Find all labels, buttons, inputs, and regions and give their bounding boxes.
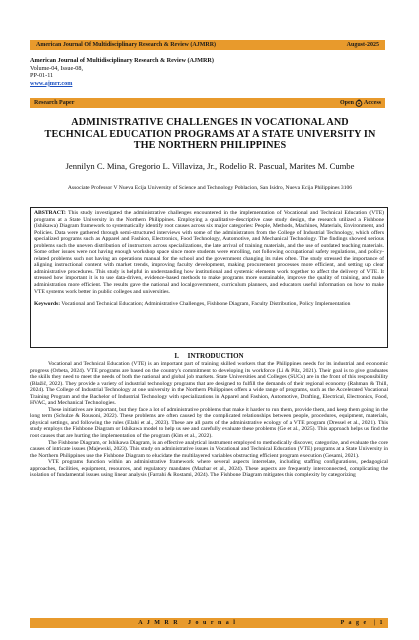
page-footer-bar (30, 618, 388, 628)
introduction-body (30, 361, 388, 619)
footer-journal: A J M R R J o u r n a l (138, 620, 237, 626)
abstract-label: ABSTRACT: (34, 210, 66, 216)
open-access-suffix: Access (364, 100, 381, 106)
keywords-text: Vocational and Technical Education; Administrative Challenges, Fishbone Diagram, Faculty Distribution, Policy Implementation (60, 301, 351, 308)
open-access-badge (340, 99, 381, 107)
meta-volume: Volume-04, Issue-08, (30, 64, 83, 72)
paper-type-bar (30, 98, 385, 108)
journal-meta (30, 57, 214, 87)
meta-journal-name: American Journal of Multidisciplinary Research & Review (AJMRR) (30, 57, 214, 64)
paper-authors: Jennilyn C. Mina, Gregorio L. Villaviza, Jr., Rodelio R. Pascual, Marites M. Cumbe (65, 161, 355, 171)
body-paragraph: VTE programs function within an administrative framework where several aspects interrelate, including staffing configurations, pedagogical approaches, facilities, equipment, resources, and regulatory mandates (Mazhar et al., 2024). These aspects are frequently interconnected, complicating the isolation of fundamental issues using linear analysis (Farrahi & Rostami, 2024). The Fishbone Diagram mitigates this complexity by categorizing (30, 459, 388, 479)
keywords-paragraph (34, 301, 384, 308)
author-affiliation: Associate Professor V Nueva Ecija University of Science and Technology Poblacion, San Isidro, Nueva Ecija Philippines 3106 (67, 185, 353, 191)
journal-header-date: August-2025 (346, 42, 379, 48)
meta-pages: PP-01-11 (30, 72, 54, 80)
keywords-label: Keywords: (34, 301, 61, 308)
body-paragraph: Vocational and Technical Education (VTE) is an important part of training skilled workers that the Philippines needs for its industrial and economic progress (Orbeta, 2024). VTE programs are based on the country's commitment to developing its workforce (Li & Pilz, 2021). Their goal is to give graduates the skills they need to meet the needs of both the national and global job markets. State Universities and Colleges (SUCs) are in the front of this responsibility (Blažič, 2022). They provide a variety of industrial technology programs that are designed to fulfill the demands of their regional economy (Rahman & Thill, 2024). The College of Industrial Technology at one university in the Northern Philippines offers a wide range of programs, such as the Accelerated Vocational Training Program and the Bachelor of Industrial Technology with specializations in Apparel and Fashion, Automotive, Drafting, Electrical, Electronics, Food, HVAC, and Mechanical Technologies. (30, 361, 388, 407)
footer-page-number: P a g e | 1 (340, 620, 384, 626)
abstract-box (30, 207, 388, 348)
open-access-prefix: Open (339, 100, 354, 106)
journal-header-name: American Journal Of Multidisciplinary Research & Review (AJMRR) (36, 42, 217, 48)
journal-header-bar (30, 40, 385, 50)
section-heading-introduction: I. INTRODUCTION (174, 352, 244, 360)
abstract-paragraph (34, 210, 384, 295)
body-paragraph: The Fishbone Diagram, or Ishikawa Diagram, is an effective analytical instrument employed to methodically discover, categorize, and evaluate the core causes of intricate issues (Majewski, 2023). This study on administrative issues in Vocational and Technical Education (VTE) programs at a State University in the Northern Philippines use the Fishbone Diagram to elucidate the multilayered variables obstructing efficient program execution (Gesami, 2021). (30, 439, 388, 459)
open-access-lock-icon (355, 99, 363, 107)
paper-type-label: Research Paper (34, 100, 75, 106)
body-paragraph: These initiatives are important, but they face a lot of administrative problems that make it harder to run them, provide them, and keep them going in the long term (Schulze & Rousoni, 2022). These problems are often caused by the complicated relationships between people, procedures, equipment, materials, physical settings, and following the rules (Elahi et al., 2023). These are all parts of the administrative ecology of a VTE program (Dressel et al., 2021). This study employs the Fishbone Diagram or Ishikawa model to help us see and carefully evaluate these problems (Ge et al., 2025). This approach helps us find the root causes that are hurting the implementation of the program (Kim et al., 2022). (30, 406, 388, 440)
paper-title: ADMINISTRATIVE CHALLENGES IN VOCATIONAL AND TECHNICAL EDUCATION PROGRAMS AT A STATE UNIVERSITY IN THE NORTHERN PHILIPPINES (44, 117, 376, 152)
journal-url-link[interactable]: www.ajmrr.com (30, 79, 73, 87)
abstract-text: This study investigated the administrative challenges encountered in the implementation of Vocational and Technical Education (VTE) programs at a State University in the Northern Philippines. Employing a qualitative-descriptive case study design, the research utilized a Fishbone (Ishikawa) Diagram framework to systematically identify root causes across six major categories: People, Methods, Machines, Materials, Environment, and Policies. Data were gathered through semi-structured interviews with some of the administrators from the College of Industrial Technology, which offers specialized programs such as Apparel and Fashion, Electronics, Food Technology, Automotive, and Mechanical Technology. The findings showed serious problems such the uneven distribution of instructors across specializations, the late arrival of training materials, and the use of outdated teaching materials. Some other issues were not having enough workshop space since more students were enrolling, not following occupational safety regulations, and policy-related problems such not having an operations manual for the school and the government changing its rules often. The study stressed the importance of aligning instructional content with market trends, improving faculty development, making procurement processes more efficient, and setting up clear administrative procedures. This study is helpful in understanding how institutional and systemic elements work together to affect the delivery of VTE. It stressed how important it is to use data-driven, evidence-based methods to make programs more sustainable, improve the quality of training, and make administration more efficient. The results gave the national and localgovernment, curriculum planners, and educators useful information on how to make VTE systems work better in public colleges and universities. (34, 210, 384, 295)
